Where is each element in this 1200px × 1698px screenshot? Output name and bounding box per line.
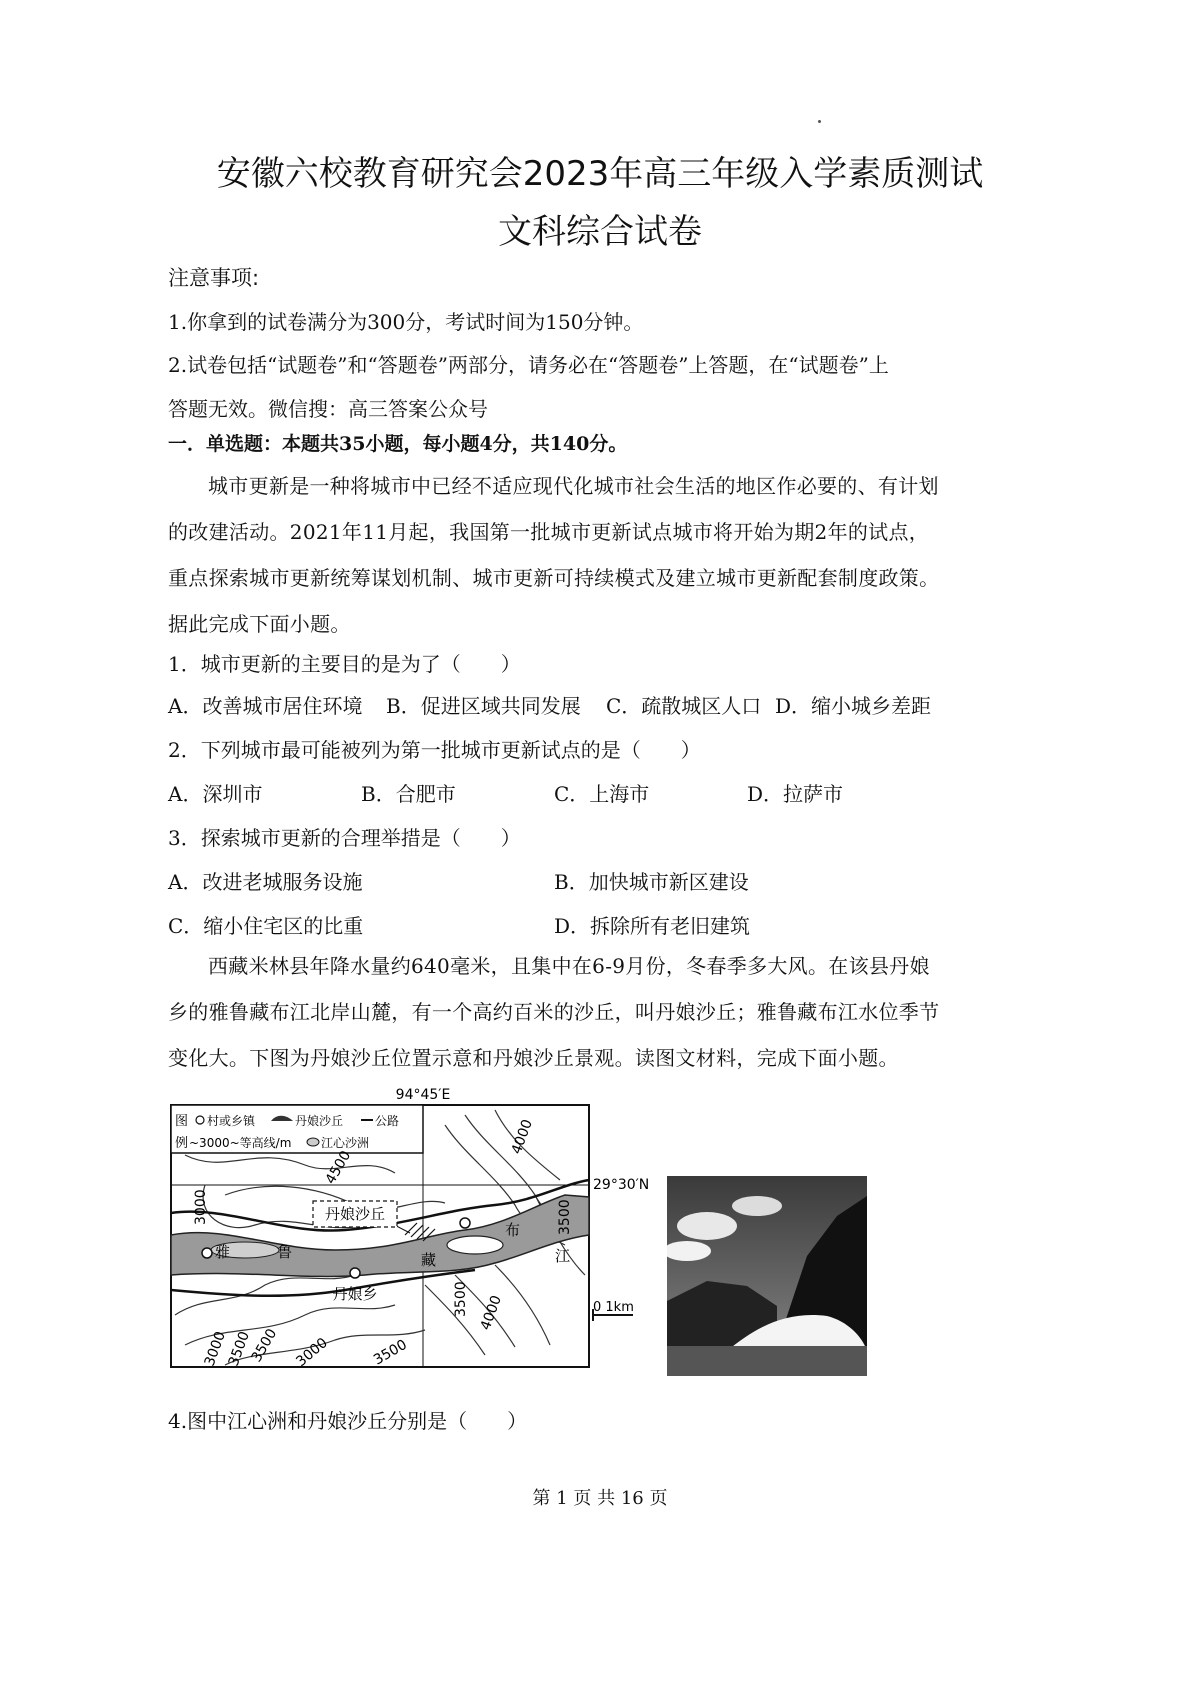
passage-danniang-dune: 西藏米林县年降水量约640毫米，且集中在6-9月份，冬春季多大风。在该县丹娘乡的雅鲁藏布江北岸山麓，有一个高约百米的沙丘，叫丹娘沙丘；雅鲁藏布江水位季节变化大。下图为丹娘沙丘位置示意和丹娘沙丘景观。读图文材料，完成下面小题。: [168, 954, 940, 1070]
notice-item-2-line2: 答题无效。微信搜：高三答案公众号: [168, 397, 488, 421]
q2-option-c: C．上海市: [554, 782, 650, 806]
contour-label: 4000: [477, 1293, 505, 1333]
scale-label: 0 1km: [593, 1300, 634, 1315]
map-latitude-label: 29°30′N: [593, 1177, 650, 1193]
legend-island: 江心沙洲: [321, 1136, 370, 1150]
question-2-stem: 2．下列城市最可能被列为第一批城市更新试点的是（ ）: [168, 738, 701, 762]
page-title: 安徽六校教育研究会2023年高三年级入学素质测试: [216, 154, 984, 194]
q2-option-d: D．拉萨市: [747, 782, 844, 806]
legend-dune: 丹娘沙丘: [295, 1114, 344, 1128]
contour-label: 3500: [557, 1199, 573, 1235]
town-label: 丹娘乡: [332, 1285, 378, 1303]
notice-heading: 注意事项:: [168, 266, 260, 290]
contour-label: 3000: [193, 1189, 209, 1225]
contour-label: 3500: [371, 1336, 410, 1369]
legend-title-1: 图: [175, 1114, 189, 1129]
contour-label: 3000: [201, 1329, 229, 1369]
contour-label: 4000: [508, 1117, 536, 1157]
notice-item-1: 1.你拿到的试卷满分为300分，考试时间为150分钟。: [168, 310, 644, 334]
map-longitude-label: 94°45′E: [395, 1087, 451, 1103]
section-heading: 一．单选题：本题共35小题，每小题4分，共140分。: [168, 433, 628, 455]
river-char-1: 雅: [215, 1243, 231, 1261]
contour-label: 3500: [248, 1326, 281, 1365]
question-3-stem: 3．探索城市更新的合理举措是（ ）: [168, 826, 521, 850]
river-char-2: 鲁: [277, 1243, 293, 1261]
legend-road: 公路: [375, 1114, 400, 1128]
legend-village: 村或乡镇: [207, 1114, 256, 1128]
river-char-5: 江: [555, 1247, 571, 1265]
q3-option-c: C．缩小住宅区的比重: [168, 914, 364, 938]
dune-landscape-photo: [667, 1176, 867, 1376]
q1-option-b: B．促进区域共同发展: [386, 694, 581, 718]
q3-option-a: A．改进老城服务设施: [168, 870, 363, 894]
question-4-stem: 4.图中江心洲和丹娘沙丘分别是（ ）: [168, 1409, 528, 1433]
page-subtitle: 文科综合试卷: [498, 212, 702, 252]
river-char-4: 布: [505, 1221, 521, 1239]
page-footer: 第 1 页 共 16 页: [532, 1488, 668, 1509]
q1-option-a: A．改善城市居住环境: [168, 694, 363, 718]
legend-title-2: 例: [175, 1136, 189, 1151]
q3-option-d: D．拆除所有老旧建筑: [554, 914, 751, 938]
q3-option-b: B．加快城市新区建设: [554, 870, 749, 894]
question-1-stem: 1．城市更新的主要目的是为了（ ）: [168, 652, 521, 676]
q2-option-a: A．深圳市: [168, 782, 263, 806]
contour-label: 4500: [322, 1148, 355, 1187]
contour-label: 3500: [225, 1329, 253, 1369]
q1-option-d: D．缩小城乡差距: [775, 694, 932, 718]
q2-option-b: B．合肥市: [361, 782, 456, 806]
notice-item-2-line1: 2.试卷包括“试题卷”和“答题卷”两部分，请务必在“答题卷”上答题，在“试题卷”上: [168, 353, 889, 377]
dune-label: 丹娘沙丘: [324, 1205, 386, 1223]
contour-label: 3500: [453, 1281, 469, 1317]
passage-urban-renewal: 城市更新是一种将城市中已经不适应现代化城市社会生活的地区作必要的、有计划的改建活动。2021年11月起，我国第一批城市更新试点城市将开始为期2年的试点，重点探索城市更新统筹谋划机制、城市更新可持续模式及建立城市更新配套制度政策。据此完成下面小题。: [168, 474, 940, 636]
stray-mark: [818, 120, 821, 123]
river-char-3: 藏: [421, 1251, 437, 1269]
legend-contour: ~3000~等高线/m: [189, 1136, 292, 1150]
q1-option-c: C．疏散城区人口: [606, 694, 762, 718]
contour-label: 3000: [293, 1334, 331, 1371]
location-map: [165, 1085, 705, 1377]
